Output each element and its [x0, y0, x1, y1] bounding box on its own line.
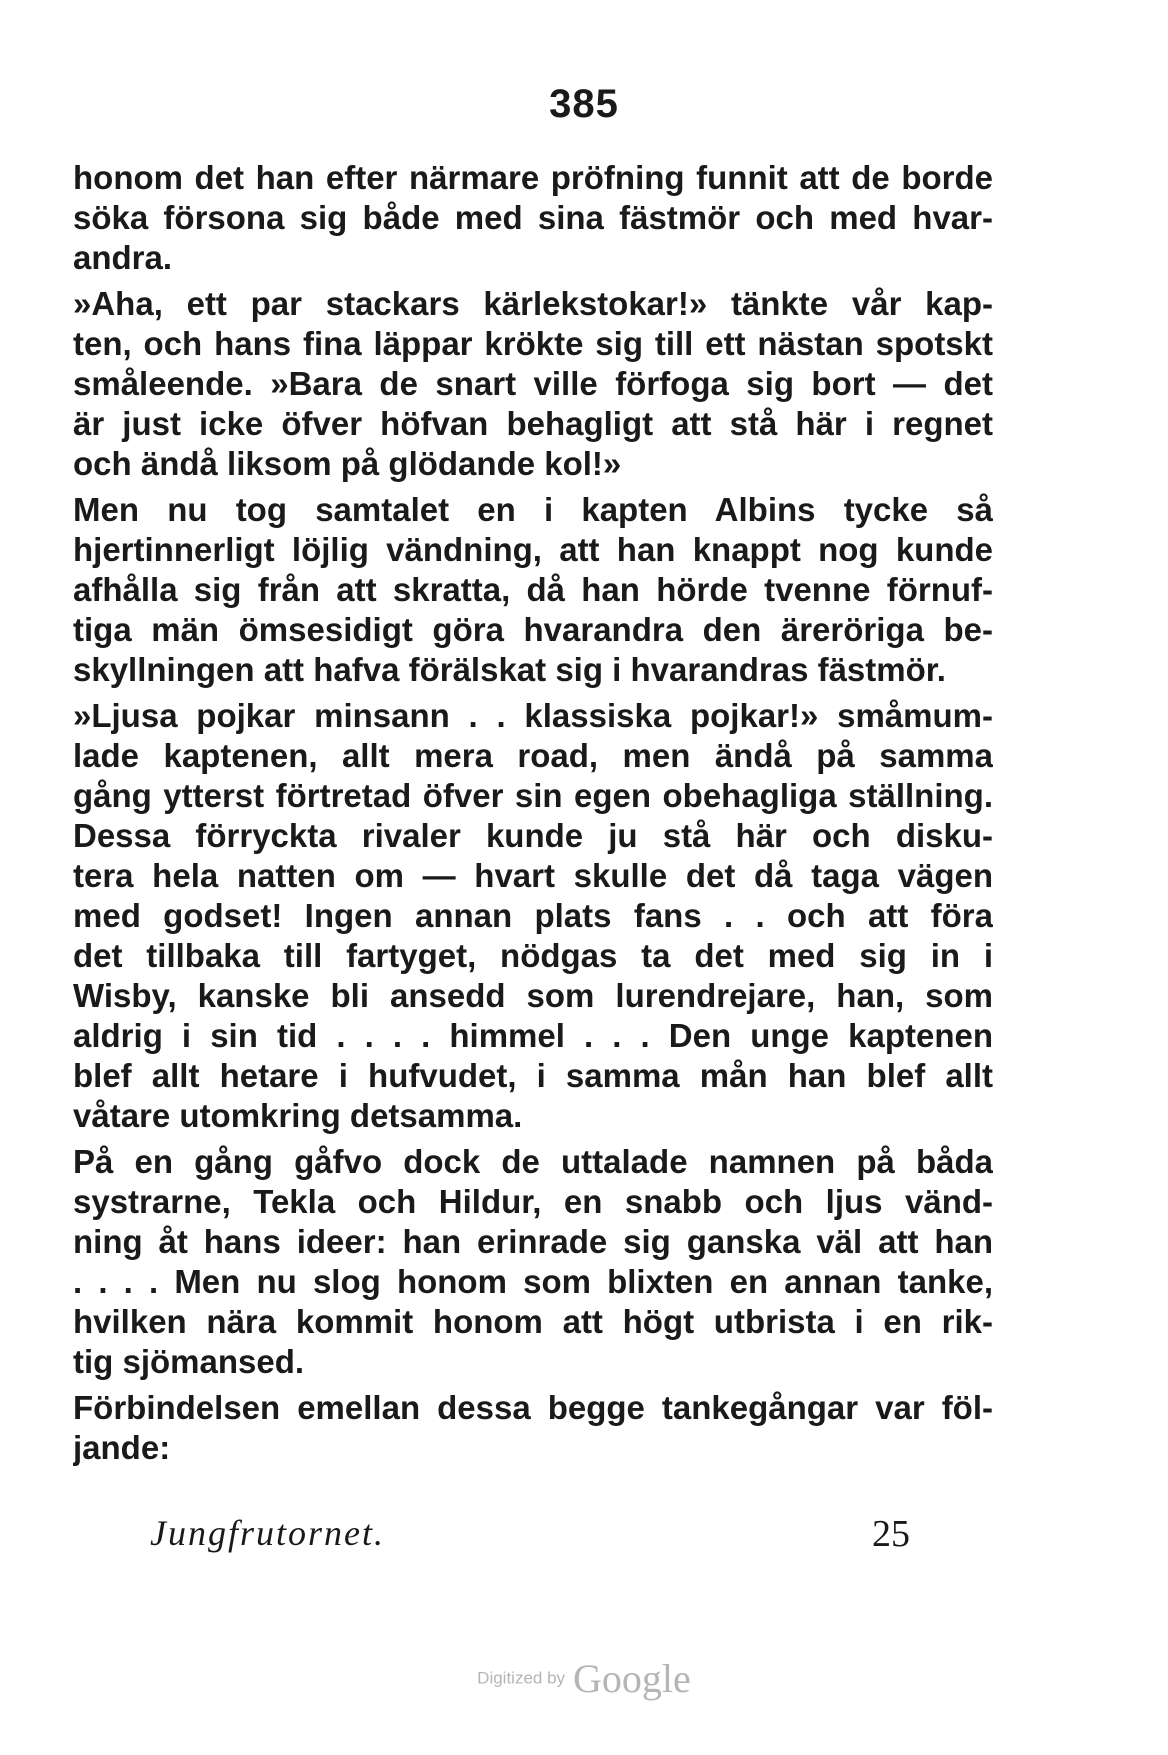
text-line: andra. — [73, 239, 173, 276]
text-line: Men nu tog samtalet en i kapten Albins tycke så — [73, 491, 993, 528]
google-logo: Google — [573, 1656, 691, 1701]
text-line: . . . . Men nu slog honom som blixten en annan tanke, — [73, 1263, 993, 1300]
paragraph — [73, 696, 993, 1136]
text-line: jande: — [73, 1429, 171, 1466]
text-line: det tillbaka till fartyget, nödgas ta det med sig in i — [73, 937, 993, 974]
text-line: gång ytterst förtretad öfver sin egen obehagliga ställning. — [73, 777, 993, 814]
paragraph — [73, 1142, 993, 1382]
text-line: honom det han efter närmare pröfning funnit att de borde — [73, 159, 993, 196]
watermark-prefix: Digitized by — [477, 1668, 566, 1688]
text-line: aldrig i sin tid . . . . himmel . . . Den unge kaptenen — [73, 1017, 993, 1054]
text-line: tig sjömansed. — [73, 1343, 305, 1380]
text-line: ning åt hans ideer: han erinrade sig ganska väl att han — [73, 1223, 993, 1260]
text-line: afhålla sig från att skratta, då han hörde tvenne förnuf- — [73, 571, 993, 608]
paragraph — [73, 1388, 993, 1468]
text-line: Dessa förryckta rivaler kunde ju stå här och disku- — [73, 817, 993, 854]
text-line: lade kaptenen, allt mera road, men ändå på samma — [73, 737, 993, 774]
text-line: hjertinnerligt löjlig vändning, att han knappt nog kunde — [73, 531, 993, 568]
text-line: blef allt hetare i hufvudet, i samma mån han blef allt — [73, 1057, 993, 1094]
sheet-number: 25 — [872, 1513, 910, 1555]
body-text — [73, 158, 993, 1474]
digitized-watermark — [0, 1655, 1168, 1702]
text-line: Förbindelsen emellan dessa begge tankegångar var föl- — [73, 1389, 993, 1426]
paragraph — [73, 284, 993, 484]
text-line: På en gång gåfvo dock de uttalade namnen på båda — [73, 1143, 993, 1180]
text-line: »Aha, ett par stackars kärlekstokar!» tänkte vår kap- — [73, 285, 993, 322]
paragraph — [73, 158, 993, 278]
text-line: Wisby, kanske bli ansedd som lurendrejare, han, som — [73, 977, 993, 1014]
paragraph — [73, 490, 993, 690]
page-footer — [150, 1512, 910, 1562]
text-line: tiga män ömsesidigt göra hvarandra den äreröriga be- — [73, 611, 993, 648]
text-line: tera hela natten om — hvart skulle det då taga vägen — [73, 857, 993, 894]
text-line: småleende. »Bara de snart ville förfoga sig bort — det — [73, 365, 993, 402]
text-line: ten, och hans fina läppar krökte sig till ett nästan spotskt — [73, 325, 993, 362]
page-number: 385 — [549, 82, 619, 126]
text-line: och ändå liksom på glödande kol!» — [73, 445, 622, 482]
text-line: med godset! Ingen annan plats fans . . och att föra — [73, 897, 993, 934]
text-line: systrarne, Tekla och Hildur, en snabb och ljus vänd- — [73, 1183, 993, 1220]
text-line: söka försona sig både med sina fästmör och med hvar- — [73, 199, 993, 236]
text-line: »Ljusa pojkar minsann . . klassiska pojkar!» småmum- — [73, 697, 993, 734]
signature-mark: Jungfrutornet. — [150, 1513, 385, 1553]
text-line: är just icke öfver höfvan behagligt att stå här i regnet — [73, 405, 993, 442]
text-line: hvilken nära kommit honom att högt utbrista i en rik- — [73, 1303, 993, 1340]
text-line: skyllningen att hafva förälskat sig i hvarandras fästmör. — [73, 651, 946, 688]
text-line: våtare utomkring detsamma. — [73, 1097, 523, 1134]
